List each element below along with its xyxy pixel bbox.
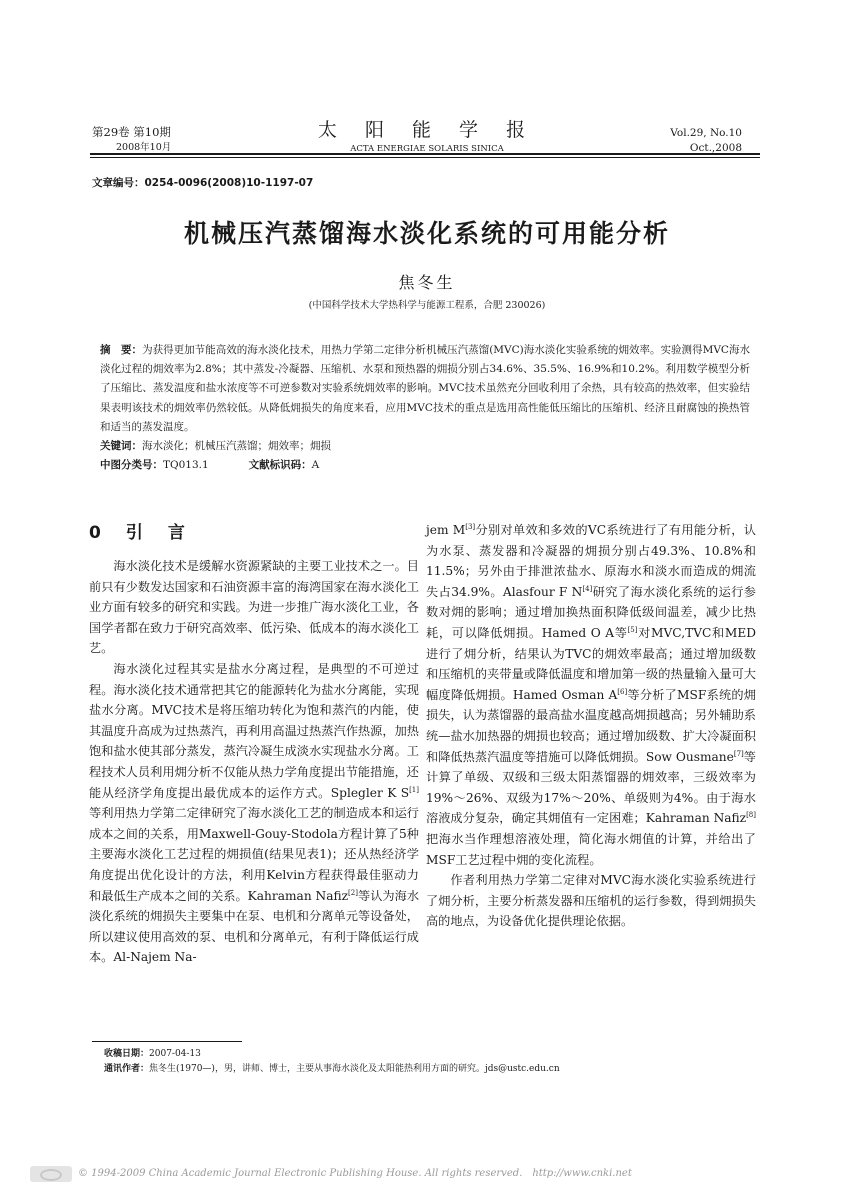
section-heading: 0 引 言 [89,523,189,543]
copyright-text: © 1994-2009 China Academic Journal Electronic Publishing House. All rights reserved. http://www.cnki.net [78,1168,632,1179]
affiliation: (中国科学技术大学热科学与能源工程系，合肥 230026) [308,300,546,311]
body-paragraph: 作者利用热力学第二定律对MVC海水淡化实验系统进行了㶲分析，主要分析蒸发器和压缩机的运行参数，得到㶲损失高的地点，为设备优化提供理论依据。 [426,873,756,929]
body-text: 对MVC,TVC和MED进行了㶲分析，结果认为TVC的㶲效率最高；通过增加级数和压缩机的夹带量或降低温度和增加第一级的热量输入量可大幅度降低㶲损。Hamed Osman A [426,625,756,702]
received-date [104,1047,560,1062]
body-paragraph [426,520,756,870]
received-value: 2007-04-13 [149,1049,201,1059]
abstract-text: 为获得更加节能高效的海水淡化技术，用热力学第二定律分析机械压汽蒸馏(MVC)海水淡化实验系统的㶲效率。实验测得MVC海水淡化过程的㶲效率为2.8%；其中蒸发-冷凝器、压缩机、水泵和预热器的㶲损分别占34.6%、35.5%、16.9%和10.2%。利用数学模型分析了压缩比、蒸发温度和盐水浓度等不可逆参数对实验系统㶲效率的影响。MVC技术虽然充分回收利用了余热，具有较高的热效率，但实验结果表明该技术的㶲效率仍然较低。从降低㶲损失的角度来看，应用MVC技术的重点是选用高性能低压缩比的压缩机、经济且耐腐蚀的换热管和适当的蒸发温度。 [100,344,750,433]
header-rule-thin [90,157,760,158]
header-right [670,126,742,156]
received-label: 收稿日期： [104,1049,150,1059]
header-rule-thick [90,153,760,155]
keywords-label: 关键词： [100,440,142,453]
author-name: 焦冬生 [398,273,456,292]
body-text: 等利用热力学第二定律研究了海水淡化工艺的制造成本和运行成本之间的关系，用Maxwell-Gouy-Stodola方程计算了5种主要海水淡化工艺过程的㶲损值(结果见表1)；还从热经济学角度提出优化设计的方法，利用Kelvin方程获得最佳驱动力和最低生产成本之间的关系。Kahraman Nafiz [89,806,419,903]
corresponding-author-label: 通讯作者： [104,1064,150,1074]
corresponding-author [104,1062,560,1077]
corresponding-author-info: 焦冬生(1970—)，男，讲师、博士，主要从事海水淡化及太阳能热利用方面的研究。jds@ustc.edu.cn [149,1064,560,1074]
clc-label: 中图分类号： [100,459,163,472]
doc-code-value: A [311,459,320,472]
citation: [2] [348,888,358,897]
doc-code-label: 文献标识码： [248,459,312,472]
body-text: 等计算了单级、双级和三级太阳蒸馏器的㶲效率，三级效率为19%～26%、双级为17%～20%、单级则为4%。由于海水溶液成分复杂，确定其㶲值有一定困难；Kahraman Nafiz [426,749,756,826]
volume-cn: 第29卷 第10期 [92,125,171,139]
body-column-right [426,520,756,932]
body-text: 把海水当作理想溶液处理，简化海水㶲值的计算，并给出了MSF工艺过程中㶲的变化流程。 [426,831,756,867]
body-text: 等认为海水淡化系统的㶲损失主要集中在泵、电机和分离单元等设备处，所以建议使用高效的泵、电机和分离单元，有利于降低运行成本。Al-Najem Na- [89,888,420,965]
date-en: Oct.,2008 [689,142,742,154]
citation: [6] [617,687,628,696]
citation: [1] [409,785,419,794]
body-text: 分别对单效和多效的VC系统进行了有用能分析，认为水泵、蒸发器和冷凝器的㶲损分别占49.3%、10.8%和11.5%；另外由于排泄浓盐水、原海水和淡水而造成的㶲流失占34.9%。Alasfour F N [426,523,756,599]
keywords [100,437,750,456]
body-paragraph: 海水淡化技术是缓解水资源紧缺的主要工业技术之一。目前只有少数发达国家和石油资源丰富的海湾国家在海水淡化工业方面有较多的研究和实践。为进一步推广海水淡化工业，各国学者都在致力于研究高效率、低污染、低成本的海水淡化工艺。 [89,559,419,656]
footnote-rule [92,1041,242,1042]
abstract [100,341,750,437]
copyright-line [30,1164,632,1182]
body-text: jem M [426,523,466,537]
volume-en: Vol.29, No.10 [670,127,742,139]
article-number: 文章编号：0254-0096(2008)10-1197-07 [92,177,314,189]
paper-title: 机械压汽蒸馏海水淡化系统的可用能分析 [183,219,670,248]
body-paragraph [89,659,419,968]
classification [100,456,750,475]
body-text: 研究了海水淡化系统的运行参数对㶲的影响；通过增加换热面积降低级间温差，减少比热耗，可以降低㶲损。Hamed O A等 [426,584,756,640]
citation: [5] [627,625,638,634]
abstract-block [100,341,750,475]
body-text: 海水淡化过程其实是盐水分离过程，是典型的不可逆过程。海水淡化技术通常把其它的能源转化为盐水分离能，实现盐水分离。MVC技术是将压缩功转化为饱和蒸汽的内能，使其温度升高成为过热蒸汽，再利用高温过热蒸汽作热源，加热饱和盐水使其部分蒸发，蒸汽冷凝生成淡水实现盐水分离。工程技术人员利用㶲分析不仅能从热力学角度提出节能措施，还能从经济学角度提出最优成本的运作方式。Splegler K S [89,661,419,800]
body-text: 等分析了MSF系统的㶲损失，认为蒸馏器的最高盐水温度越高㶲损越高；另外辅助系统—盐水加热器的㶲损也较高；通过增加级数、扩大冷凝面积和降低热蒸汽温度等措施可以降低㶲损。Sow Ousmane [426,687,756,764]
citation: [4] [582,584,593,593]
journal-title-cn: 太 阳 能 学 报 [317,119,537,141]
body-column-left [89,520,419,968]
date-cn: 2008年10月 [116,142,172,153]
journal-title-en: ACTA ENERGIAE SOLARIS SINICA [350,144,504,154]
footnote [104,1047,560,1077]
citation: [7] [733,749,744,758]
abstract-label: 摘 要： [100,344,143,356]
citation: [8] [746,811,756,820]
clc-value: TQ013.1 [163,459,209,472]
keywords-text: 海水淡化；机械压汽蒸馏；㶲效率；㶲损 [142,440,331,453]
cnki-logo-icon [30,1166,72,1182]
citation: [3] [465,522,476,531]
